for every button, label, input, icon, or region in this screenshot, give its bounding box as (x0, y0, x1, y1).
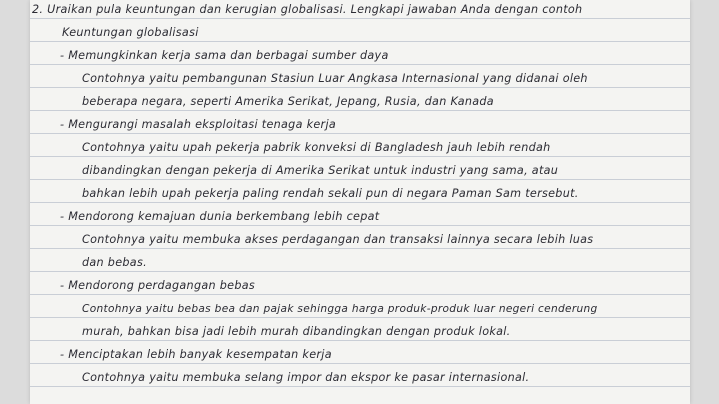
notebook-page (30, 0, 690, 404)
example-line: murah, bahkan bisa jadi lebih murah dibandingkan dengan produk lokal. (82, 325, 511, 338)
example-line: dibandingkan dengan pekerja di Amerika Serikat untuk industri yang sama, atau (82, 164, 559, 177)
example-line: Contohnya yaitu upah pekerja pabrik konveksi di Bangladesh jauh lebih rendah (82, 141, 551, 154)
bullet-line: - Menciptakan lebih banyak kesempatan kerja (60, 348, 332, 361)
bullet-line: - Mendorong kemajuan dunia berkembang lebih cepat (60, 210, 380, 223)
example-line: beberapa negara, seperti Amerika Serikat, Jepang, Rusia, dan Kanada (82, 95, 494, 108)
bullet-line: - Memungkinkan kerja sama dan berbagai sumber daya (60, 49, 389, 62)
example-line: Contohnya yaitu bebas bea dan pajak sehingga harga produk-produk luar negeri cenderung (82, 303, 598, 315)
example-line: Contohnya yaitu membuka akses perdagangan dan transaksi lainnya secara lebih luas (82, 233, 594, 246)
example-line: dan bebas. (82, 256, 147, 269)
bullet-line: - Mendorong perdagangan bebas (60, 279, 256, 292)
ruled-line (30, 386, 690, 387)
bullet-line: - Mengurangi masalah eksploitasi tenaga kerja (60, 118, 337, 131)
example-line: Contohnya yaitu pembangunan Stasiun Luar Angkasa Internasional yang didanai oleh (82, 72, 588, 85)
heading-line: Keuntungan globalisasi (62, 26, 199, 39)
example-line: Contohnya yaitu membuka selang impor dan ekspor ke pasar internasional. (82, 371, 530, 384)
example-line: bahkan lebih upah pekerja paling rendah sekali pun di negara Paman Sam tersebut. (82, 187, 579, 200)
question-line: 2. Uraikan pula keuntungan dan kerugian globalisasi. Lengkapi jawaban Anda dengan contoh (32, 3, 583, 16)
